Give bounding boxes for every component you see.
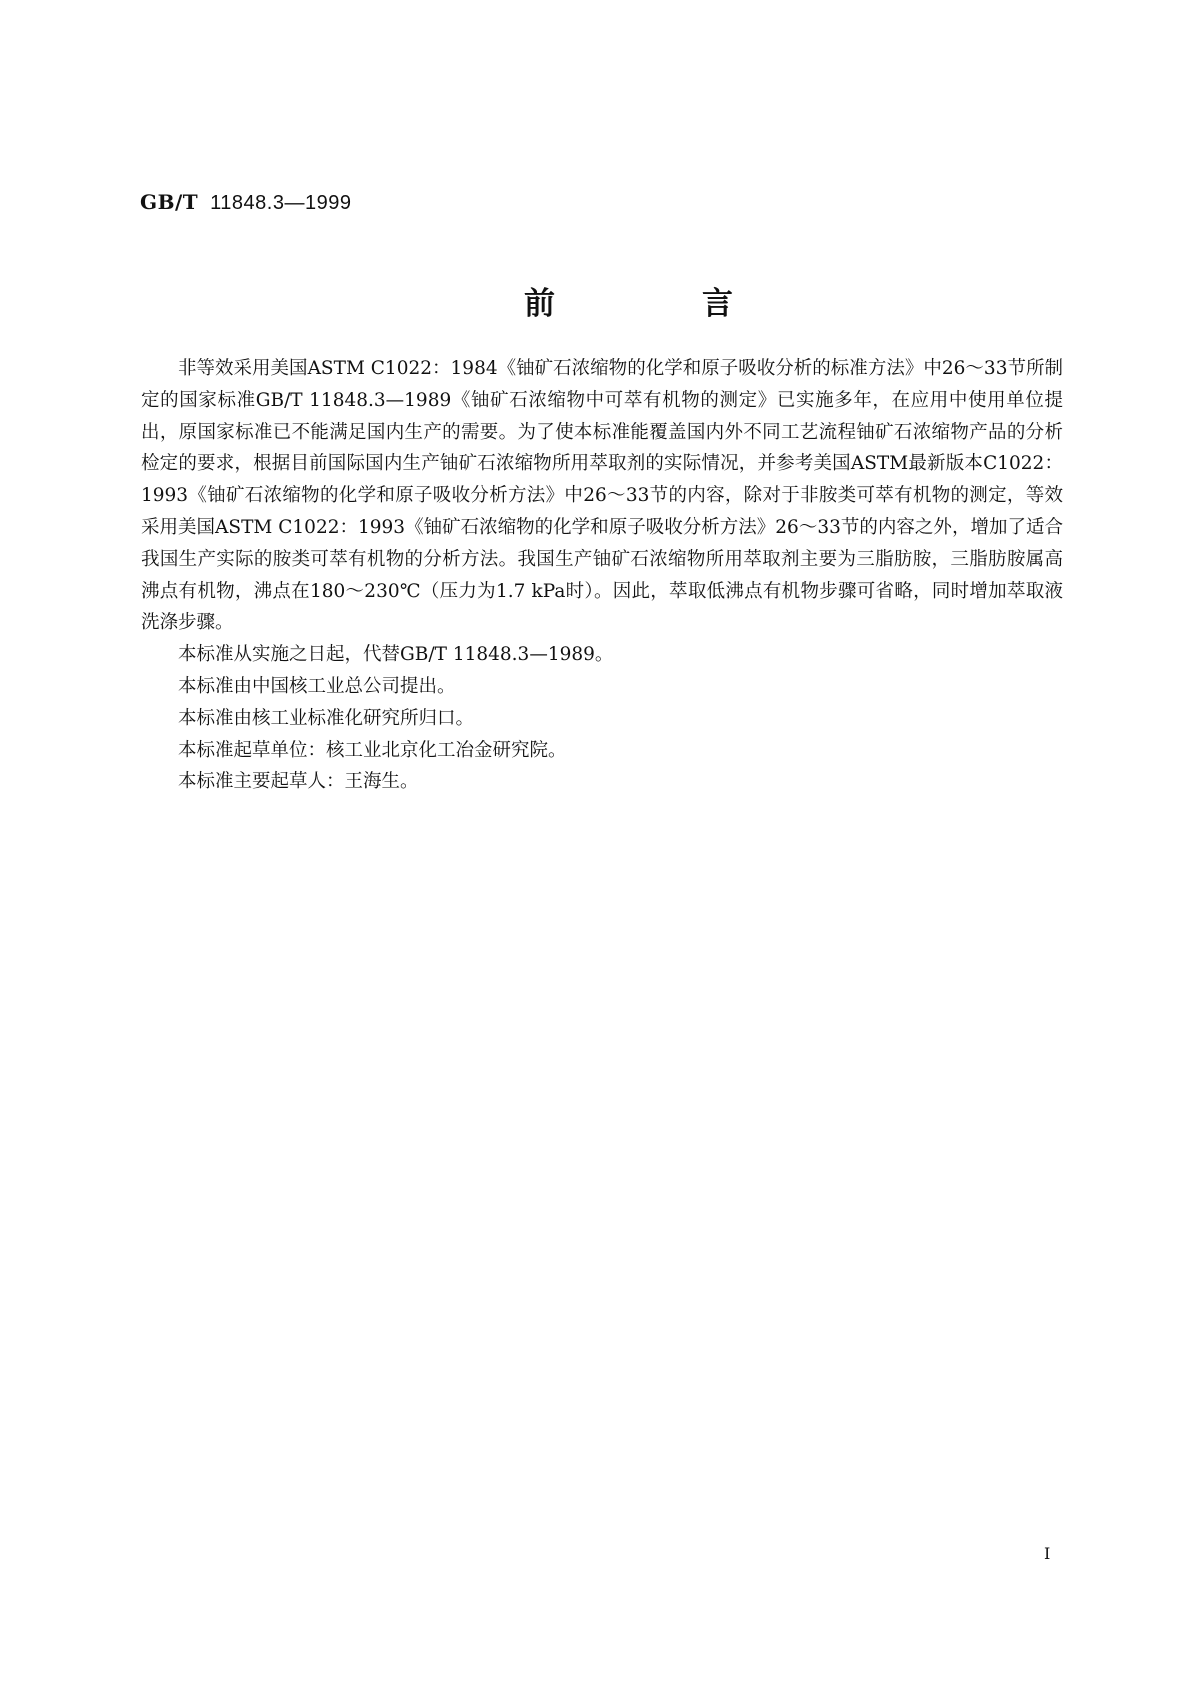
standard-number: 11848.3—1999	[210, 192, 352, 214]
page-title: 前 言	[524, 286, 791, 322]
paragraph-replaces: 本标准从实施之日起，代替GB/T 11848.3—1989。	[178, 644, 614, 666]
paragraph-drafter: 本标准主要起草人：王海生。	[178, 771, 419, 793]
standard-prefix: GB/T	[140, 190, 199, 214]
paragraph-proposer: 本标准由中国核工业总公司提出。	[178, 675, 456, 697]
paragraph-centralized: 本标准由核工业标准化研究所归口。	[178, 707, 475, 729]
standard-code	[140, 190, 351, 215]
paragraph-drafting-unit: 本标准起草单位：核工业北京化工冶金研究院。	[178, 739, 567, 761]
foreword-body	[141, 353, 1063, 798]
page-number: I	[1044, 1544, 1051, 1563]
paragraph-main: 非等效采用美国ASTM C1022：1984《铀矿石浓缩物的化学和原子吸收分析的标准方法》中26～33节所制定的国家标准GB/T 11848.3—1989《铀矿石浓缩物中可萃有机物的测定》已实施多年，在应用中使用单位提出，原国家标准已不能满足国内生产的需要。为了使本标准能覆盖国内外不同工艺流程铀矿石浓缩物产品的分析检定的要求，根据目前国际国内生产铀矿石浓缩物所用萃取剂的实际情况，并参考美国ASTM最新版本C1022：1993《铀矿石浓缩物的化学和原子吸收分析方法》中26～33节的内容，除对于非胺类可萃有机物的测定，等效采用美国ASTM C1022：1993《铀矿石浓缩物的化学和原子吸收分析方法》26～33节的内容之外，增加了适合我国生产实际的胺类可萃有机物的分析方法。我国生产铀矿石浓缩物所用萃取剂主要为三脂肪胺，三脂肪胺属高沸点有机物，沸点在180～230℃（压力为1.7 kPa时）。因此，萃取低沸点有机物步骤可省略，同时增加萃取液洗涤步骤。	[141, 358, 1063, 634]
